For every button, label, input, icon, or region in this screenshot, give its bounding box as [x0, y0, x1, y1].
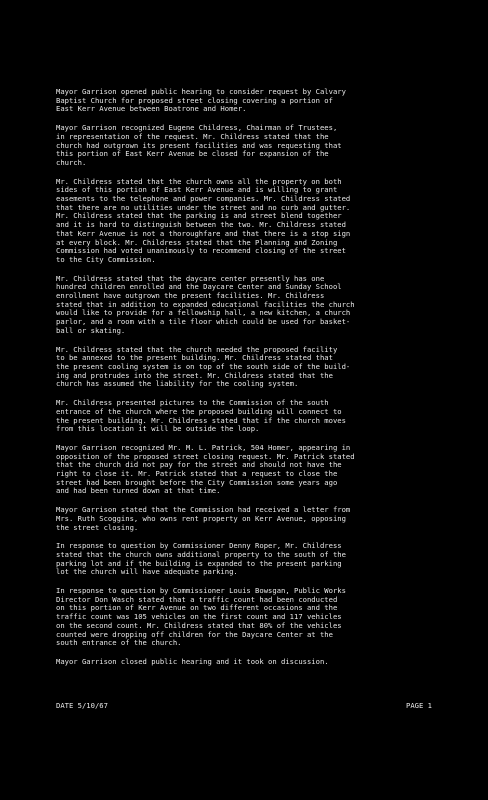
paragraph-childress-recognized: Mayor Garrison recognized Eugene Childress, Chairman of Trustees, in representation of the request. Mr. Childress stated that the church had outgrown its present facilities and was requesting that this portion of East Kerr Avenue be closed for expansion of the church.	[56, 123, 342, 167]
paragraph-patrick-opposition: Mayor Garrison recognized Mr. M. L. Patrick, 504 Homer, appearing in opposition of the proposed street closing request. Mr. Patrick stated that the church did not pay for the street and should not have the right to close it. Mr. Patrick stated that a request to close the street had been brought before the City Commission some years ago and had been turned down at that time.	[56, 442, 355, 496]
paragraph-hearing-closed: Mayor Garrison closed public hearing and it took on discussion.	[56, 656, 329, 666]
footer-page-number: PAGE 1	[406, 701, 432, 710]
paragraph-roper-question: In response to question by Commissioner Denny Roper, Mr. Childress stated that the church owns additional property to the south of the parking lot and if the building is expanded to the present parking lot the church will have adequate parking.	[56, 541, 346, 577]
paragraph-scoggins-letter: Mayor Garrison stated that the Commission had received a letter from Mrs. Ruth Scoggins, who owns rent property on Kerr Avenue, opposing the street closing.	[56, 505, 351, 532]
paragraph-property-and-utilities: Mr. Childress stated that the church owns all the property on both sides of this portion of East Kerr Avenue and is willing to grant easements to the telephone and power companies. Mr. Childress stated that there are no utilities under the street and no curb and gutter. Mr. Childress stated that the parking is and street blend together and it is hard to distinguish between the two. Mr. Childress stated that Kerr Avenue is not a thoroughfare and that there is a stop sign at every block. Mr. Childress stated that the Planning and Zoning Commission had voted unanimously to recommend closing of the street to the City Commission.	[56, 176, 351, 264]
page-footer	[56, 702, 432, 711]
paragraph-traffic-count: In response to question by Commissioner Louis Bowsgan, Public Works Director Don Wasch stated that a traffic count had been conducted on this portion of Kerr Avenue on two different occasions and the traffic count was 105 vehicles on the first count and 117 vehicles on the second count. Mr. Childress stated that 80% of the vehicles counted were dropping off children for the Daycare Center at the south entrance of the church.	[56, 586, 346, 648]
minutes-body	[56, 88, 446, 677]
paragraph-cooling-system: Mr. Childress stated that the church needed the proposed facility to be annexed to the present building. Mr. Childress stated that the present cooling system is on top of the south side of the build- ing and protrudes into the street. Mr. Childress stated that the church has assumed the liability for the cooling system.	[56, 344, 351, 389]
footer-date: DATE 5/10/67	[56, 701, 108, 710]
paragraph-pictures-presented: Mr. Childress presented pictures to the Commission of the south entrance of the church where the proposed building will connect to the present building. Mr. Childress stated that if the church moves from this location it will be outside the loop.	[56, 398, 346, 434]
paragraph-daycare-enrollment: Mr. Childress stated that the daycare center presently has one hundred children enrolled and the Daycare Center and Sunday School enrollment have outgrown the present facilities. Mr. Childress stated that in addition to expanded educational facilities the church would like to provide for a fellowship hall, a new kitchen, a church parlor, and a room with a tile floor which could be used for basket- ball or skating.	[56, 273, 355, 335]
paragraph-hearing-opened: Mayor Garrison opened public hearing to consider request by Calvary Baptist Church for proposed street closing covering a portion of East Kerr Avenue between Boatrone and Homer.	[56, 87, 346, 114]
